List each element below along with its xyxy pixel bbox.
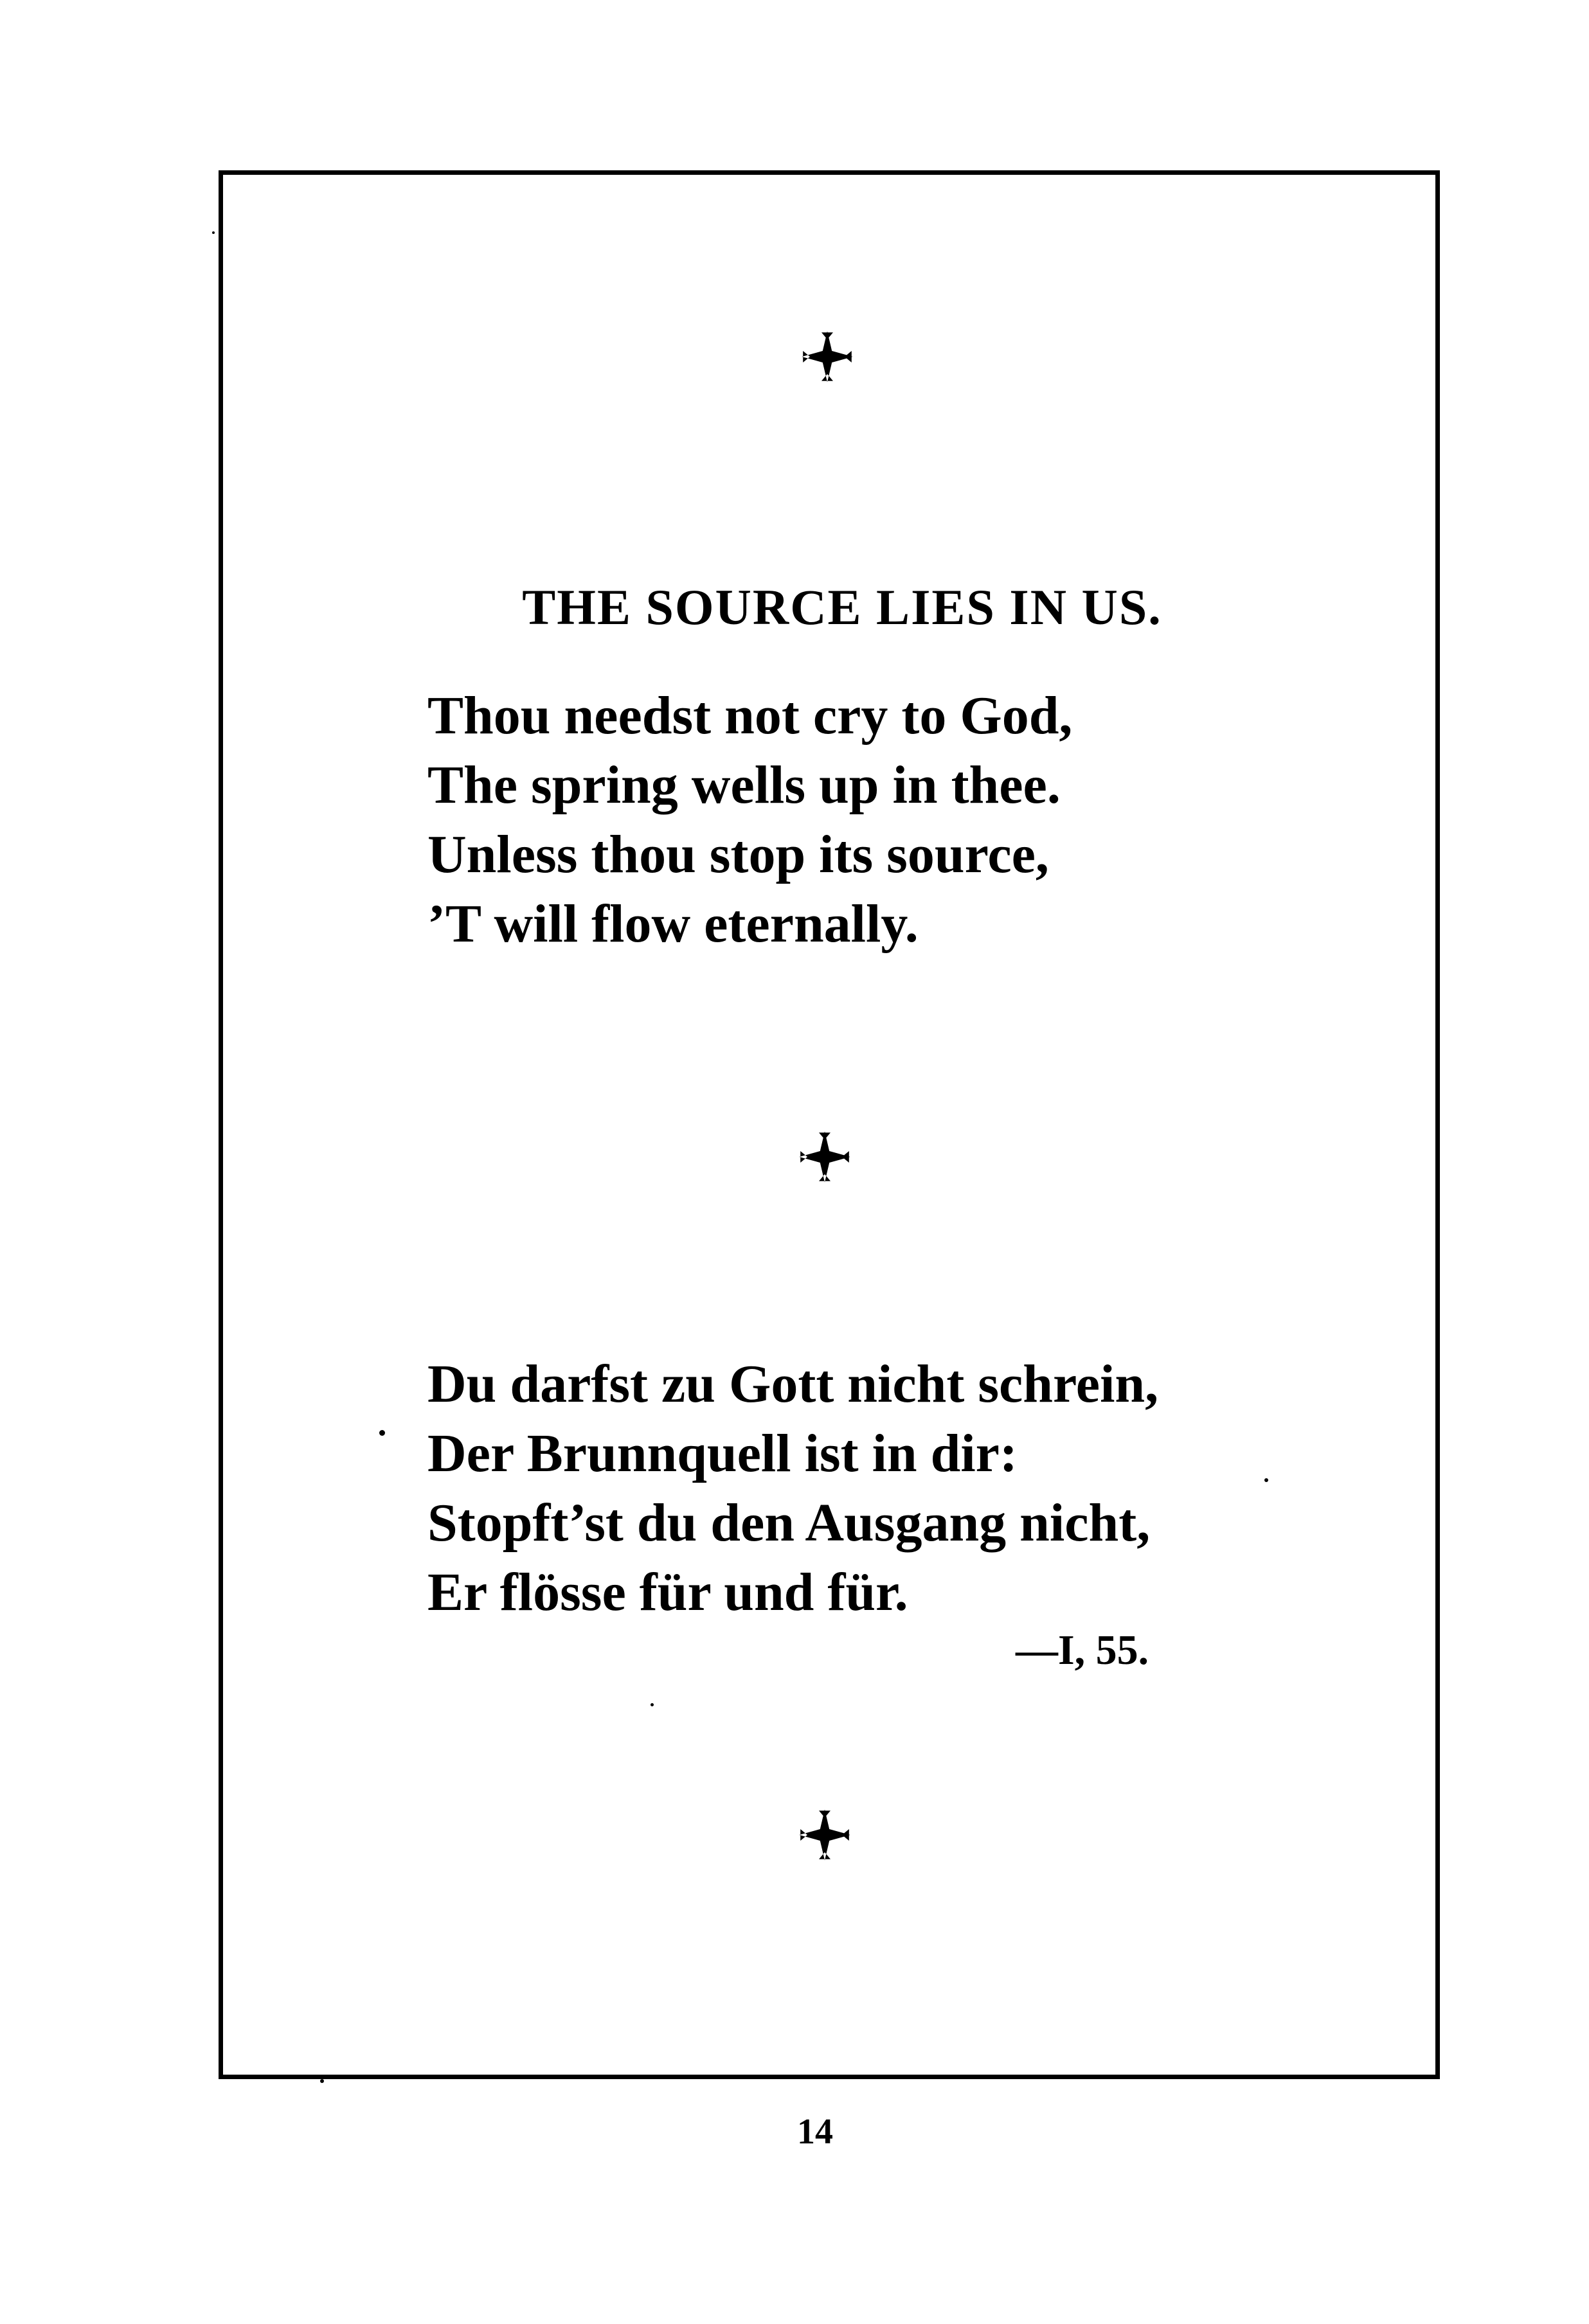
stanza-line: Unless thou stop its source, (427, 825, 1049, 884)
scan-speck (651, 1703, 654, 1706)
page-number: 14 (797, 2112, 833, 2152)
scan-speck (379, 1430, 385, 1436)
english-stanza (427, 681, 1072, 959)
citation: —I, 55. (1016, 1627, 1149, 1674)
scan-speck (212, 231, 215, 234)
stanza-line: The spring wells up in thee. (427, 755, 1061, 815)
stanza-line: Du darfst zu Gott nicht schrein, (427, 1354, 1159, 1414)
cross-ornament-icon (796, 1128, 854, 1186)
german-stanza (427, 1350, 1158, 1627)
stanza-line: ’T will flow eternally. (427, 894, 919, 954)
poem-title: THE SOURCE LIES IN US. (522, 579, 1162, 635)
scan-speck (1264, 1478, 1268, 1482)
stanza-line: Der Brunnquell ist in dir: (427, 1424, 1018, 1483)
scan-speck (320, 2079, 324, 2083)
cross-ornament-icon (796, 1806, 854, 1864)
stanza-line: Thou needst not cry to God, (427, 686, 1073, 746)
stanza-line: Er flösse für und für. (427, 1562, 908, 1622)
cross-ornament-icon (798, 328, 856, 386)
stanza-line: Stopft’st du den Ausgang nicht, (427, 1493, 1151, 1553)
page-frame-border (219, 170, 1440, 2079)
